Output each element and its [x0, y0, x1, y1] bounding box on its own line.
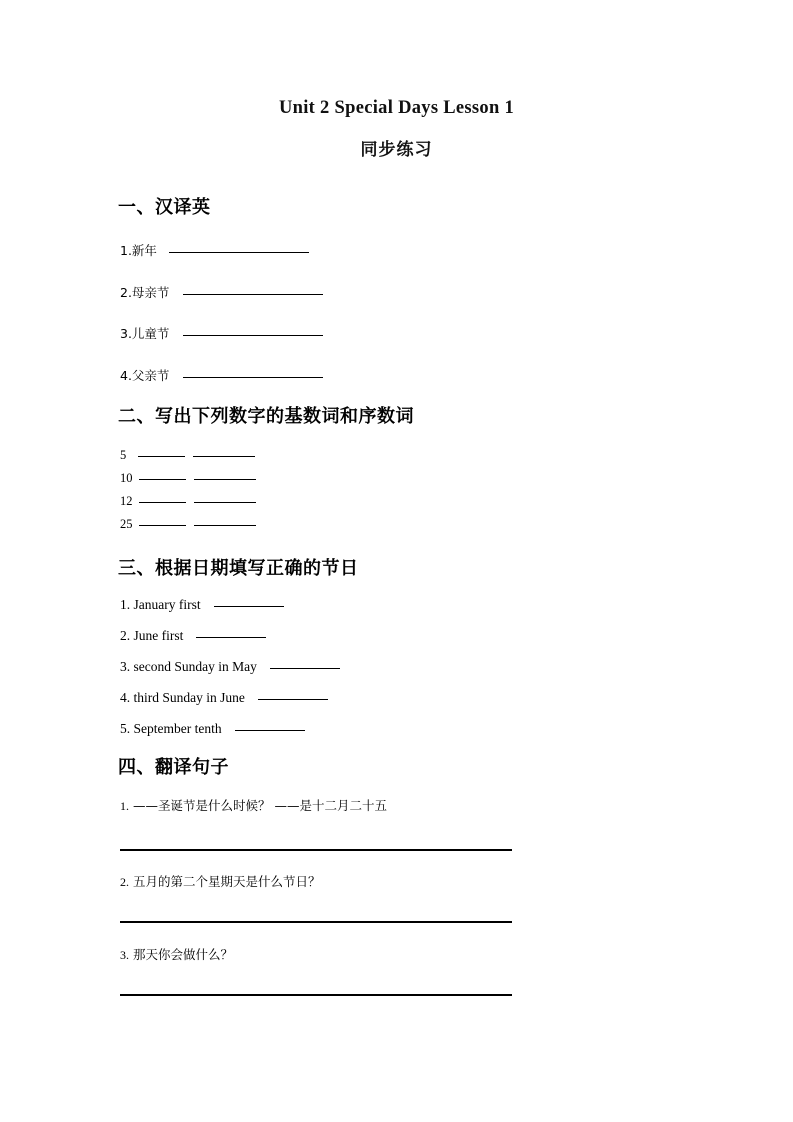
number-item-2 — [120, 471, 256, 486]
number-item-2-ordinal-blank[interactable] — [194, 478, 256, 480]
number-item-1-cardinal-blank[interactable] — [138, 455, 185, 457]
number-item-3-cardinal-blank[interactable] — [139, 501, 186, 503]
festival-item-4-label: 4. third Sunday in June — [120, 690, 245, 705]
festival-item-1-label: 1. January first — [120, 597, 201, 612]
translation-item-2-label: 2.母亲节 — [120, 285, 170, 300]
festival-item-1-blank[interactable] — [214, 605, 284, 607]
sentence-item-1 — [120, 796, 387, 814]
section-heading-1: 一、汉译英 — [118, 197, 211, 218]
number-item-3 — [120, 494, 256, 509]
festival-item-3-blank[interactable] — [270, 667, 340, 669]
sentence-item-3-index: 3. — [120, 948, 129, 962]
translation-item-1 — [120, 241, 309, 259]
sentence-item-1-answer-line[interactable] — [120, 849, 512, 851]
number-item-1-ordinal-blank[interactable] — [193, 455, 255, 457]
section-heading-2: 二、写出下列数字的基数词和序数词 — [118, 406, 414, 427]
sentence-item-3 — [120, 945, 233, 963]
number-item-3-ordinal-blank[interactable] — [194, 501, 256, 503]
document-title: Unit 2 Special Days Lesson 1 — [278, 98, 515, 118]
festival-item-2 — [120, 628, 266, 644]
translation-item-1-blank[interactable] — [169, 251, 309, 253]
festival-item-2-blank[interactable] — [196, 636, 266, 638]
festival-item-3 — [120, 659, 340, 675]
sentence-item-2 — [120, 872, 321, 890]
number-item-1-label: 5 — [120, 448, 127, 462]
number-item-4-cardinal-blank[interactable] — [139, 524, 186, 526]
translation-item-4-blank[interactable] — [183, 376, 323, 378]
festival-item-3-label: 3. second Sunday in May — [120, 659, 257, 674]
translation-item-2 — [120, 283, 323, 301]
document-subtitle: 同步练习 — [360, 140, 433, 160]
festival-item-2-label: 2. June first — [120, 628, 184, 643]
sentence-item-3-text: 那天你会做什么？ — [132, 947, 233, 962]
number-item-4-ordinal-blank[interactable] — [194, 524, 256, 526]
sentence-item-2-answer-line[interactable] — [120, 921, 512, 923]
festival-item-5-label: 5. September tenth — [120, 721, 222, 736]
sentence-item-3-answer-line[interactable] — [120, 994, 512, 996]
translation-item-4-label: 4.父亲节 — [120, 368, 170, 383]
translation-item-4 — [120, 366, 323, 384]
translation-item-3 — [120, 324, 323, 342]
sentence-item-2-index: 2. — [120, 875, 129, 889]
translation-item-3-label: 3.儿童节 — [120, 326, 170, 341]
translation-item-3-blank[interactable] — [183, 334, 323, 336]
festival-item-5-blank[interactable] — [235, 729, 305, 731]
translation-item-1-label: 1.新年 — [120, 243, 157, 258]
number-item-1 — [120, 448, 255, 463]
festival-item-1 — [120, 597, 284, 613]
number-item-4 — [120, 517, 256, 532]
festival-item-4-blank[interactable] — [258, 698, 328, 700]
number-item-4-label: 25 — [120, 517, 133, 531]
section-heading-4: 四、翻译句子 — [118, 757, 229, 778]
translation-item-2-blank[interactable] — [183, 293, 323, 295]
number-item-2-label: 10 — [120, 471, 133, 485]
number-item-3-label: 12 — [120, 494, 133, 508]
sentence-item-2-text: 五月的第二个星期天是什么节日？ — [132, 874, 321, 889]
section-heading-3: 三、根据日期填写正确的节日 — [118, 558, 359, 579]
sentence-item-1-index: 1. — [120, 799, 129, 813]
festival-item-5 — [120, 721, 305, 737]
festival-item-4 — [120, 690, 328, 706]
number-item-2-cardinal-blank[interactable] — [139, 478, 186, 480]
sentence-item-1-text: ——圣诞节是什么时候？ ——是十二月二十五 — [132, 798, 387, 813]
